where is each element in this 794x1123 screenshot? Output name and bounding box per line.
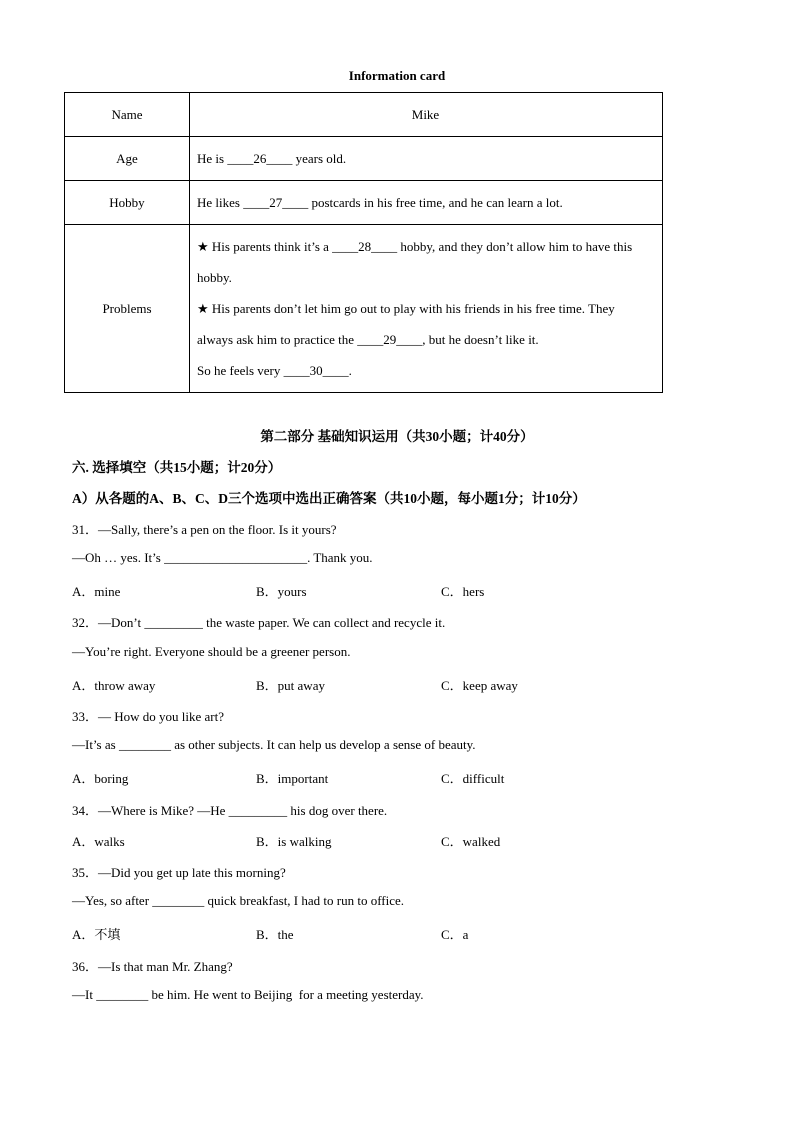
hobby-pre: He likes — [197, 194, 244, 210]
q34-option-c: C．walked — [441, 834, 501, 849]
q36-stem: 36．—Is that man Mr. Zhang? — [72, 959, 233, 974]
age-value — [190, 137, 663, 181]
q31-stem: 31．—Sally, there’s a pen on the floor. Is it yours? — [72, 522, 337, 537]
problem-1-pre: ★ His parents think it’s a — [197, 239, 333, 254]
q32-option-b: B．put away — [256, 678, 325, 693]
q35-option-a: A．不填 — [72, 927, 121, 942]
q31-option-b: B．yours — [256, 584, 307, 599]
q35-stem: 35．—Did you get up late this morning? — [72, 865, 286, 880]
age-label: Age — [65, 137, 190, 181]
problem-3-pre: So he feels very — [197, 363, 284, 378]
table-row-name — [65, 93, 663, 137]
problem-3 — [197, 355, 654, 386]
hobby-post: postcards in his free time, and he can learn a lot. — [308, 194, 563, 210]
name-value: Mike — [190, 93, 663, 137]
q35-option-b: B．the — [256, 927, 294, 942]
problems-value — [190, 225, 663, 393]
age-pre: He is — [197, 150, 228, 166]
q32-option-c: C．keep away — [441, 678, 518, 693]
hobby-label: Hobby — [65, 181, 190, 225]
q34-stem: 34．—Where is Mike? —He _________ his dog over there. — [72, 803, 388, 818]
q35-line-2: —Yes, so after ________ quick breakfast, I had to run to office. — [72, 893, 405, 908]
problem-2-post: , but he doesn’t like it. — [422, 332, 539, 347]
q32-stem: 32．—Don’t _________ the waste paper. We can collect and recycle it. — [72, 615, 446, 630]
card-title: Information card — [348, 68, 446, 83]
problem-2-pre: ★ His parents don’t let him go out to play with his friends in his free time. They always ask him to practice the — [197, 301, 615, 347]
problem-3-post: . — [348, 363, 352, 378]
q34-option-a: A．walks — [72, 834, 125, 849]
hobby-value — [190, 181, 663, 225]
blank-27: ____27____ — [243, 194, 309, 210]
blank-30: ____30____ — [283, 363, 349, 378]
q33-stem: 33．— How do you like art? — [72, 709, 225, 724]
section-2-title: 第二部分 基础知识运用（共30小题；计40分） — [260, 429, 534, 444]
table-row-age — [65, 137, 663, 181]
q31-option-c: C．hers — [441, 584, 485, 599]
q36-line-2: —It ________ be him. He went to Beijing for a meeting yesterday. — [72, 987, 424, 1002]
part-a-instructions: A）从各题的A、B、C、D三个选项中选出正确答案（共10小题，每小题1分；计10分） — [72, 491, 586, 506]
problem-1 — [197, 231, 654, 293]
q33-option-c: C．difficult — [441, 771, 505, 786]
blank-26: ____26____ — [227, 150, 293, 166]
age-post: years old. — [292, 150, 347, 166]
problems-label: Problems — [65, 225, 190, 393]
blank-28: ____28____ — [332, 239, 398, 254]
name-label: Name — [65, 93, 190, 137]
q32-line-2: —You’re right. Everyone should be a greener person. — [72, 644, 351, 659]
part-6-heading: 六. 选择填空（共15小题；计20分） — [72, 460, 282, 475]
table-row-problems — [65, 225, 663, 393]
q35-option-c: C．a — [441, 927, 469, 942]
information-card-table — [64, 92, 663, 393]
q31-line-2: —Oh … yes. It’s ______________________. Thank you. — [72, 550, 373, 565]
problem-2 — [197, 293, 654, 355]
q32-option-a: A．throw away — [72, 678, 156, 693]
q33-line-2: —It’s as ________ as other subjects. It can help us develop a sense of beauty. — [72, 737, 476, 752]
blank-29: ____29____ — [357, 332, 423, 347]
q34-option-b: B．is walking — [256, 834, 332, 849]
q33-option-a: A．boring — [72, 771, 129, 786]
q31-option-a: A．mine — [72, 584, 121, 599]
q33-option-b: B．important — [256, 771, 329, 786]
table-row-hobby — [65, 181, 663, 225]
problem-1-post: hobby, and they don’t allow him to have this hobby. — [197, 239, 633, 285]
